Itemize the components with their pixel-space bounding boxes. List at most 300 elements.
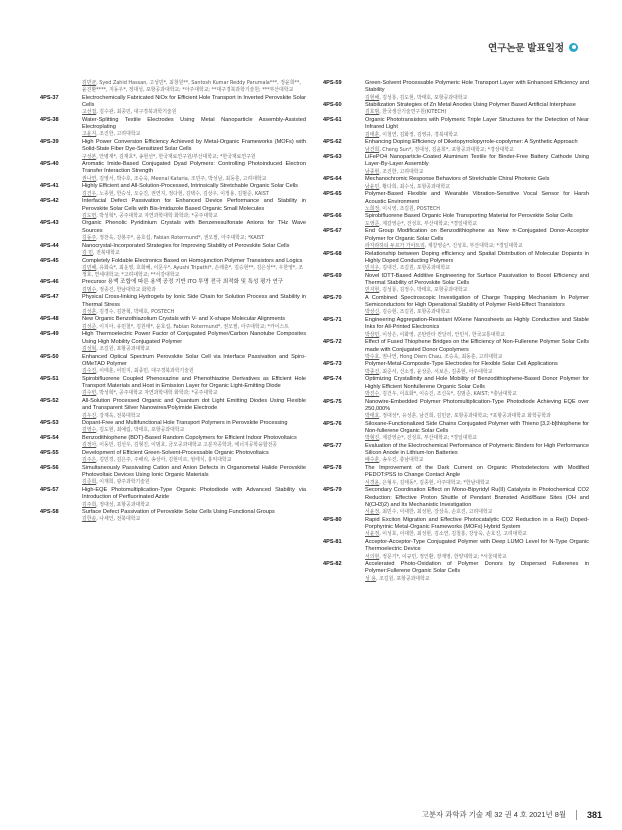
paper-code: 4PS-55 xyxy=(40,449,59,456)
paper-body xyxy=(82,465,306,487)
paper-title: Nanowire-Embedded Polymer Photomultiplication-Type Photodiode Achieving EQE over 250,000% xyxy=(365,398,589,412)
presenting-author: 김성준 xyxy=(82,323,97,330)
right-column xyxy=(323,80,589,583)
presenting-author: 김주희 xyxy=(82,501,97,508)
paper-authors xyxy=(365,509,589,516)
paper-body xyxy=(82,294,306,316)
co-authors: , 정대성, 포항공과대학교 xyxy=(96,501,150,508)
paper-body xyxy=(365,154,589,176)
paper-title: Rapid Exciton Migration and Effective Photocatalytic CO2 Reduction in a Re(I) Doped-Porphyrinic Metal-Organic Frameworks (MOFs) Hybrid System xyxy=(365,516,589,531)
paper-authors xyxy=(82,250,306,257)
paper-authors xyxy=(82,109,306,116)
paper-authors xyxy=(82,502,306,509)
paper-authors xyxy=(82,457,306,464)
paper-authors xyxy=(82,390,306,397)
paper-authors xyxy=(82,80,306,94)
paper-authors xyxy=(82,368,306,375)
paper-code: 4PS-73 xyxy=(323,361,342,368)
paper-authors xyxy=(82,309,306,316)
co-authors: , 최민수, 이대한, 최성현, 강상욱, 손호진, 고려대학교 xyxy=(379,509,493,516)
paper-code: 4PS-54 xyxy=(40,435,59,441)
paper-entry xyxy=(323,399,589,421)
paper-authors xyxy=(365,265,589,272)
presenting-author: 라자라하티 두르가 가야트리 xyxy=(365,242,425,249)
paper-entry xyxy=(323,487,589,516)
paper-title: Green-Solvent Processable Polymeric Hole Transport Layer with Enhanced Efficiency and Stability xyxy=(365,80,589,94)
co-authors: , 정문기*, 이규민, 정인환, 장재영, 한양대학교; *서울대학교 xyxy=(379,553,507,560)
co-authors: , 이재희, 광주과학기술원 xyxy=(96,479,150,486)
paper-entry xyxy=(323,339,589,361)
presenting-author: 박종진 xyxy=(365,368,380,375)
paper-authors xyxy=(82,191,306,198)
paper-code: 4PS-65 xyxy=(323,191,342,198)
paper-body xyxy=(365,102,589,116)
paper-title: Polymer-Metal-Composite-Type Electrodes for Flexible Solar Cell Applications xyxy=(365,361,558,368)
section-title: 연구논문 발표일정 xyxy=(487,43,564,54)
paper-authors xyxy=(365,369,589,376)
paper-entry xyxy=(40,183,306,197)
presenting-author: 박수호 xyxy=(365,353,380,360)
paper-code: 4PS-71 xyxy=(323,317,342,324)
co-authors: , 김성룡, 김도현, 박태호, 포항공과대학교 xyxy=(379,94,468,101)
presenting-author: 서의현 xyxy=(365,553,380,560)
presenting-author: 김민혜 xyxy=(82,264,97,271)
paper-code: 4PS-61 xyxy=(323,117,342,124)
paper-code: 4PS-77 xyxy=(323,442,342,449)
paper-entry xyxy=(40,450,306,464)
paper-body xyxy=(82,420,306,434)
paper-title: Spirobifluorene Based Organic Hole Transporting Material for Perovskite Solar Cells xyxy=(365,213,573,220)
paper-code: 4PS-49 xyxy=(40,331,59,338)
section-header xyxy=(488,40,578,54)
co-authors: , 강재욱, 전북대학교 xyxy=(96,412,141,419)
paper-authors xyxy=(365,95,589,102)
co-authors: , 김도현, 최예림, 박태호, 포항공과대학교 xyxy=(96,427,185,434)
paper-body xyxy=(82,316,306,330)
paper-entry xyxy=(323,561,589,583)
paper-entry xyxy=(323,213,589,227)
paper-code: 4PS-39 xyxy=(40,138,59,145)
paper-body xyxy=(82,487,306,509)
paper-authors xyxy=(365,576,589,583)
presenting-author: 김우진 xyxy=(82,412,97,419)
paper-title: Enhancing Doping Efficiency of Diketopyrrolopyrrole-copolymer: A Synthetic Approach xyxy=(365,139,578,146)
paper-title: Acceptor-Acceptor-Type Conjugated Polymer with Deep LUMO Level for N-Type Organic Thermoelectric Device xyxy=(365,538,589,553)
paper-code: 4PS-42 xyxy=(40,198,59,205)
co-authors: , 나세인, 전북대학교 xyxy=(96,516,141,523)
paper-entry xyxy=(40,95,306,117)
paper-code: 4PS-58 xyxy=(40,509,59,516)
paper-body xyxy=(82,183,306,197)
co-authors: , 전북대학교 xyxy=(93,249,120,256)
paper-title: LiFePO4 Nanoparticle-Coated Aluminum Textile for Binder-Free Battery Cathode Using Layer-By-Layer Assembly xyxy=(365,154,589,168)
paper-entry xyxy=(40,354,306,376)
circle-bullet-icon xyxy=(569,43,578,52)
presenting-author: 남종현 xyxy=(365,168,380,175)
co-authors: , 제갈영순*, 진성호, 부산대학교; *경일대학교 xyxy=(424,242,523,249)
paper-code: 4PS-47 xyxy=(40,294,59,301)
co-authors: , 유화숙*, 최운영, 호화혜, 이문우*, Ayushi Tripathi*, 손래훈*, 김승현**, 김은성**, 우한영*, 조정호, 연세대학교; *고려대학교; **서강대학교 xyxy=(82,264,304,278)
paper-title: Simultaneously Passivating Cation and Anion Defects in Organometal Halide Perovskite Photovoltaic Devices Using Ionic Organic Materials xyxy=(82,464,306,479)
paper-code: 4PS-66 xyxy=(323,213,342,220)
paper-entry xyxy=(323,317,589,339)
paper-title: Dopant-Free and Multifunctional Hole Transport Polymers in Perovskite Processing xyxy=(82,420,288,427)
paper-entry xyxy=(40,316,306,330)
co-authors: , 제갈영순*, 진성호, 부산대학교; *경일대학교 xyxy=(379,435,477,442)
presenting-author: 김한솔 xyxy=(82,516,97,523)
paper-code: 4PS-41 xyxy=(40,183,59,190)
paper-authors xyxy=(82,265,306,279)
paper-entry xyxy=(323,421,589,443)
co-authors: , 이동민, 김선우, 김형진, 이범호, 금오공과대학교 고분자공학과, 에너지공학융합전공 xyxy=(96,442,278,449)
paper-entry xyxy=(323,228,589,250)
presenting-author: 박진수 xyxy=(365,390,380,397)
presenting-author: 김태훈 xyxy=(365,131,380,138)
paper-title: New Organic Benzothiazolium Crystals with V- and X-shape Molecular Alignments xyxy=(82,316,286,323)
paper-code: 4PS-75 xyxy=(323,398,342,405)
presenting-author: 도영준 xyxy=(365,220,380,227)
co-authors: , 이상은, 이화영, 곤탄란타 칸달러, 안민식, 한국교통대학교 xyxy=(379,331,505,338)
paper-body xyxy=(82,220,306,242)
paper-code: 4PS-67 xyxy=(323,228,342,235)
paper-authors xyxy=(82,154,306,161)
paper-body xyxy=(82,354,306,376)
paper-authors xyxy=(365,221,589,228)
paper-entry xyxy=(40,509,306,523)
presenting-author: 김현해 xyxy=(365,94,380,101)
paper-body xyxy=(365,399,589,421)
paper-authors xyxy=(365,554,589,561)
paper-body xyxy=(82,509,306,523)
paper-authors xyxy=(82,516,306,523)
presenting-author: 남윤민 xyxy=(365,183,380,190)
presenting-author: 김정아 xyxy=(82,442,97,449)
paper-entry xyxy=(40,331,306,353)
paper-authors xyxy=(82,176,306,183)
paper-authors xyxy=(82,346,306,353)
presenting-author: 민지우 xyxy=(365,265,380,272)
paper-entry xyxy=(323,517,589,539)
presenting-author: 노희정 xyxy=(365,205,380,212)
paper-title: High Thermoelectric Power Factor of Conjugated Polymer/Carbon Nanotube Composites Using High Mobility Conjugated Polymer xyxy=(82,331,306,345)
paper-title: Electrochemically Fabricated NiOx for Efficient Hole Transport in Inverted Perovskite Solar Cells xyxy=(82,94,306,108)
paper-title: Completely Foldable Electronics Based on Homojunction Polymer Transistors and Logics xyxy=(82,257,303,264)
co-authors: , 정대성*, 유성훈, 남건희, 김민균, 포항공과대학교; *포항공과대학교 화학공학과 xyxy=(379,413,551,420)
paper-code: 4PS-46 xyxy=(40,279,59,286)
paper-code: 4PS-80 xyxy=(323,516,342,523)
co-authors: , 조길원, 포항공과대학교 xyxy=(376,575,430,582)
paper-code: 4PS-40 xyxy=(40,161,59,168)
co-authors: , 이시영, 조길원, POSTECH xyxy=(379,205,440,212)
paper-title: Organic Phototransistors with Polymeric Triple Layer Structures for the Detection of Near Infrared Light xyxy=(365,117,589,131)
paper-title: Precursor 용액 조합에 따른 용액 공정 기반 ITO 투명 전극 최적화 및 특성 평가 연구 xyxy=(82,279,284,286)
paper-entry xyxy=(40,243,306,257)
paper-code: 4PS-51 xyxy=(40,375,59,382)
paper-body xyxy=(365,80,589,102)
paper-authors xyxy=(365,354,589,361)
co-authors: , 조진한, 고려대학교 xyxy=(96,131,141,138)
page-number: 381 xyxy=(586,809,602,820)
paper-authors xyxy=(365,243,589,250)
presenting-author: 김주은 xyxy=(82,457,97,464)
paper-code: 4PS-57 xyxy=(40,486,59,493)
paper-code: 4PS-60 xyxy=(323,102,342,109)
paper-body xyxy=(365,176,589,190)
paper-code: 4PS-44 xyxy=(40,242,59,249)
paper-title: Interfacial Defect Passivation for Enhanced Device Performance and Stability in Perovskite Solar Cells with Bis-Imidazole Based Organic Small Molecules xyxy=(82,198,306,212)
paper-entry xyxy=(40,161,306,183)
paper-code: 4PS-76 xyxy=(323,420,342,427)
paper-body xyxy=(82,243,306,257)
paper-body xyxy=(365,517,589,539)
paper-title: Polymer-Based Flexible and Wearable Vibration-Sensitive Vocal Sensor for Harsh Acoustic Environment xyxy=(365,191,589,205)
co-authors: , 김수관, 최종민, 대구경북과학기술원 xyxy=(96,109,177,116)
paper-body xyxy=(82,376,306,398)
paper-title: High Power Conversion Efficiency Achieved by Metal-Organic Frameworks (MOFs) with Solid-State Fiber Dye-Sensitized Solar Cells xyxy=(82,138,306,153)
paper-entry xyxy=(323,139,589,153)
presenting-author: 민지현 xyxy=(365,287,380,294)
paper-code: 4PS-68 xyxy=(323,250,342,257)
paper-title: Physical Cross-linking Hydrogels by Ionic Side Chain for Solution Process and Stability in Thermal Stress xyxy=(82,294,306,308)
co-authors: , 김성룡, 김정수, 박태호, 포항공과대학교 xyxy=(379,287,468,294)
paper-authors xyxy=(365,206,589,213)
paper-authors xyxy=(365,309,589,316)
paper-code: 4PS-59 xyxy=(323,80,342,86)
journal-info: 고분자 과학과 기술 제 32 권 4 호 2021년 8월 xyxy=(421,810,566,819)
co-authors: , 박성혁*, 공주대학교 자연과학대학 화학과; *공주대학교 xyxy=(96,390,218,397)
paper-body xyxy=(365,561,589,583)
paper-authors xyxy=(82,287,306,294)
presenting-author: 김성훈 xyxy=(82,308,97,315)
paper-body xyxy=(82,161,306,183)
co-authors: , 최준서, 신소정, 윤상준, 서보은, 김종현, 아주대학교 xyxy=(379,368,493,375)
paper-title: Organic Phenolic Pyridinium Crystals with Benzenesulfonate Anions for THz Wave Sources xyxy=(82,220,306,234)
paper-body xyxy=(82,117,306,139)
paper-title: Stabilization Strategies of Zn Metal Anodes Using Polymer Based Artificial Interphase xyxy=(365,102,576,109)
paper-entry xyxy=(40,465,306,487)
paper-title: Engineering Aggregation-Resistant MXene Nanosheets as Highly Conductive and Stable Inks for All-Printed Electronics xyxy=(365,317,589,331)
paper-entry xyxy=(40,376,306,398)
paper-title: Aromatic Imide-Based Conjugated Dyad Polymers: Controlling Photoinduced Electron Transfer Interaction Strength xyxy=(82,161,306,175)
paper-entry xyxy=(323,154,589,176)
paper-title: End Group Modification on Benzodithiophene as New π-Conjugated Donor-Acceptor Polymer for Organic Solar Cells xyxy=(365,228,589,242)
presenting-author: 김성혁 xyxy=(82,345,97,352)
paper-body xyxy=(365,539,589,561)
paper-code: 4PS-50 xyxy=(40,353,59,360)
paper-authors xyxy=(365,531,589,538)
paper-code: 4PS-53 xyxy=(40,420,59,427)
co-authors: , 김경수, 김찬혁, 박태호, POSTECH xyxy=(96,308,175,315)
paper-authors xyxy=(82,213,306,220)
paper-entry xyxy=(40,220,306,242)
co-authors: , 황다희, 최수석, 포항공과대학교 xyxy=(379,183,450,190)
paper-authors xyxy=(365,332,589,339)
co-authors: , 김건우, 이효화*, 이승진, 조신욱*, 김범준, KAIST; *충남대학교 xyxy=(379,390,517,397)
presenting-author: 남건희 xyxy=(365,146,380,153)
paper-body xyxy=(365,465,589,487)
paper-code: 4PS-63 xyxy=(323,154,342,161)
paper-body xyxy=(365,251,589,273)
paper-body xyxy=(365,421,589,443)
co-authors: , 김민경, 김은주, 주해리, 송상아, 김현미르, 엄태식, 홍익대학교 xyxy=(96,457,232,464)
paper-body xyxy=(365,117,589,139)
presenting-author: 성 용 xyxy=(365,575,377,582)
paper-entry xyxy=(40,294,306,316)
paper-authors xyxy=(82,413,306,420)
presenting-author: 김영수 xyxy=(82,427,97,434)
paper-code: 4PS-45 xyxy=(40,257,59,264)
paper-entry xyxy=(323,443,589,465)
paper-authors xyxy=(365,457,589,464)
co-authors: , 이철연, 김화정, 김영규, 경북대학교 xyxy=(379,131,458,138)
paper-authors xyxy=(365,147,589,154)
presenting-author: 김도헌 xyxy=(82,212,97,219)
paper-authors xyxy=(365,413,589,420)
paper-authors xyxy=(365,480,589,487)
paper-body xyxy=(82,95,306,117)
presenting-author: 김호범 xyxy=(365,109,380,116)
paper-entry xyxy=(323,465,589,487)
presenting-author: 고윤지 xyxy=(82,131,97,138)
paper-body xyxy=(82,258,306,279)
co-authors: , 김영서, 박수호, 조승욱, Meenal Kataria, 조민주, 박성남, 최동훈, 고려대학교 xyxy=(96,175,267,182)
paper-body xyxy=(365,487,589,516)
paper-code: 4PS-52 xyxy=(40,397,59,404)
paper-code: 4PS-79 xyxy=(323,487,342,494)
co-authors: , 송우진, 충남대학교 xyxy=(379,457,424,464)
co-authors: , 한국생산기술연구원(KITECH) xyxy=(379,109,447,116)
paper-authors xyxy=(365,169,589,176)
co-authors: , 김승현, 조길원, 포항공과대학교 xyxy=(379,309,450,316)
paper-title: The Improvement of the Dark Current on Organic Photodetectors with Modified PEDOT:PSS to Change Contact Angle xyxy=(365,465,589,479)
paper-code xyxy=(40,80,82,94)
co-authors: , 제갈영순*, 진성호, 부산대학교; *경일대학교 xyxy=(379,220,477,227)
presenting-author: 김준희 xyxy=(82,479,97,486)
co-authors: , 이성호, 이대한, 최성현, 김소연, 김철홍, 강상욱, 손호진, 고려대학교 xyxy=(379,531,527,538)
paper-entry xyxy=(323,273,589,295)
paper-body xyxy=(365,339,589,361)
paper-entry xyxy=(323,376,589,398)
presenting-author: 김범수 xyxy=(82,286,97,293)
paper-title: All-Solution Processed Organic and Quantum dot Light Emitting Diodes Using Flexible and Transparent Silver Nanowires/Polyimide Electrode xyxy=(82,397,306,412)
paper-title: Enhanced Optical Spectrum Perovskite Solar Cell via Interface Passivation and Spiro-OMeTAD Polymer xyxy=(82,353,306,367)
footer-divider xyxy=(576,810,577,820)
presenting-author: 박형진 xyxy=(365,435,380,442)
paper-body xyxy=(365,228,589,250)
presenting-author: 서윤정 xyxy=(365,509,380,516)
presenting-author: 김민균 xyxy=(82,80,97,86)
paper-entry xyxy=(323,539,589,561)
paper-authors xyxy=(365,184,589,191)
presenting-author: 고선접 xyxy=(82,109,97,116)
presenting-author: 배수훈 xyxy=(365,457,380,464)
presenting-author: 박상신 xyxy=(365,309,380,316)
co-authors: , 김대건, 조길원, 포항공과대학교 xyxy=(379,265,450,272)
co-authors: , 정종진, 한남대학교 화학과 xyxy=(96,286,156,293)
paper-entry xyxy=(40,435,306,449)
paper-title: Highly Efficient and All-Solution-Processed, Intrinsically Stretchable Organic Solar Cells xyxy=(82,183,298,190)
paper-authors xyxy=(365,287,589,294)
paper-body xyxy=(82,331,306,353)
paper-title: Water-Splitting Textile Electrodes Using Metal Nanoparticle Assembly-Assisted Electroplating xyxy=(82,116,306,131)
co-authors: , 조진한, 고려대학교 xyxy=(379,168,424,175)
left-column xyxy=(40,80,306,524)
presenting-author: 김수빈 xyxy=(82,390,97,397)
presenting-author: 박태호 xyxy=(365,413,380,420)
paper-entry xyxy=(40,487,306,509)
paper-body xyxy=(82,279,306,293)
paper-title: Novel IDTT-Based Additive Engineering for Surface Passivation to Boost Efficiency and Thermal Stability of Perovskite Solar Cells xyxy=(365,272,589,286)
co-authors: , 이태훈, 이민지, 최종민, 대구경북과학기술원 xyxy=(96,368,194,375)
paper-body xyxy=(365,317,589,339)
paper-body xyxy=(365,376,589,398)
paper-body xyxy=(82,80,306,94)
co-authors: , 권나연, Hong Diem Chau, 조승욱, 최동훈, 고려대학교 xyxy=(379,353,503,360)
co-authors: , 안병재*, 김재호*, 송현선*, 한국재료연구원/부산대학교; *한국재료연구원 xyxy=(96,153,256,160)
paper-body xyxy=(365,443,589,465)
paper-title: Evaluation of the Electrochemical Performance of Polymeric Binders for High Performance Silicon Anode in Lithium-Ion Batteries xyxy=(365,442,589,457)
paper-body xyxy=(82,139,306,161)
paper-code: 4PS-81 xyxy=(323,538,342,545)
co-authors: , 정찬욱, 강봉주*, 윤호섭, Fabian Rotermund*, 권오필, 아주대학교; *KAIST xyxy=(96,235,265,242)
paper-body xyxy=(365,213,589,227)
paper-authors xyxy=(365,132,589,139)
presenting-author: 서경윤 xyxy=(365,479,380,486)
paper-body xyxy=(365,273,589,295)
paper-title: Benzodithiophene (BDT)-Based Random Copolymers for Efficient Indoor Photovoltaics xyxy=(82,435,297,441)
paper-entry xyxy=(323,295,589,317)
paper-body xyxy=(365,139,589,153)
paper-title: Mechanochromic Response Behaviors of Stretchable Chiral Photonic Gels xyxy=(365,176,550,183)
paper-code: 4PS-82 xyxy=(323,561,342,568)
presenting-author: 김수진 xyxy=(82,368,97,375)
paper-entry xyxy=(40,420,306,434)
presenting-author: 김건우 xyxy=(82,190,97,197)
paper-code: 4PS-43 xyxy=(40,220,59,227)
paper-body xyxy=(365,295,589,317)
paper-entry xyxy=(323,102,589,116)
paper-body xyxy=(365,361,589,375)
presenting-author: 김동주 xyxy=(82,235,97,242)
co-authors: , 이지아, 유민철*, 김원태*, 윤호섭, Fabian Rotermund*, 권오필, 아주대학교; *카이스트 xyxy=(96,323,289,330)
co-authors: , Cheng Sun*, 정대성, 김윤희*, 포항공과대학교; *경상대학교 xyxy=(379,146,514,153)
paper-entry xyxy=(323,191,589,213)
paper-title: High-EQE Photomultiplication-Type Organic Photodiode with Advanced Stability via Introduction of Perfluorinated Azide xyxy=(82,486,306,501)
paper-authors xyxy=(365,391,589,398)
paper-authors xyxy=(365,109,589,116)
co-authors: , 은형우, 김태동*, 김종현, 아주대학교; *한남대학교 xyxy=(379,479,490,486)
presenting-author: 구성본 xyxy=(82,153,97,160)
paper-title: Optimizing Crystallinity and Hole Mobility of Benzodithiophene-Based Donor Polymer for Highly Efficient Nonfullerene Organic Solar Cells xyxy=(365,376,589,390)
paper-body xyxy=(82,435,306,449)
paper-authors xyxy=(82,427,306,434)
paper-code: 4PS-64 xyxy=(323,176,342,183)
page-footer xyxy=(422,809,602,820)
paper-title: Surface Defect Passivation of Perovskite Solar Cells Using Functional Groups xyxy=(82,509,275,516)
paper-title: Secondary Coordination Effect on Mono-Bipyridyl Ru(II) Catalysts in Photochemical CO2 Reduction: Effective Proton Shuttle of Pendant Brønsted Acid/Base Sites (OH and N(CH3)2) and Its Mechanistic Investigation xyxy=(365,487,589,508)
co-authors: , 노종현, 한승석, 오승진, 권연지, 정다현, 김택수, 김상우, 이정용, 김범준, KAIST xyxy=(96,190,269,197)
paper-authors xyxy=(82,442,306,449)
presenting-author: 권나연 xyxy=(82,175,97,182)
paper-authors xyxy=(82,235,306,242)
paper-entry xyxy=(40,279,306,293)
paper-title: Relationship between Doping efficiency and Spatial Distribution of Molecular Dopants in Highly Doped Conducting Polymers xyxy=(365,250,589,264)
co-authors: , 박성혁*, 공주대학교 자연과학대학 화학과; *공주대학교 xyxy=(96,212,218,219)
paper-title: Siloxane-Functionalized Side Chains Conjugated Polymer with Thieno [3,2-b]thiophene for Non-fullerene Organic Solar Cells xyxy=(365,420,589,434)
paper-authors xyxy=(365,435,589,442)
paper-title: Accelerated Photo-Oxidation of Polymer Donors by Dispersed Fullerenes in Polymer:Fullerene Organic Solar Cells xyxy=(365,561,589,575)
paper-entry xyxy=(323,251,589,273)
